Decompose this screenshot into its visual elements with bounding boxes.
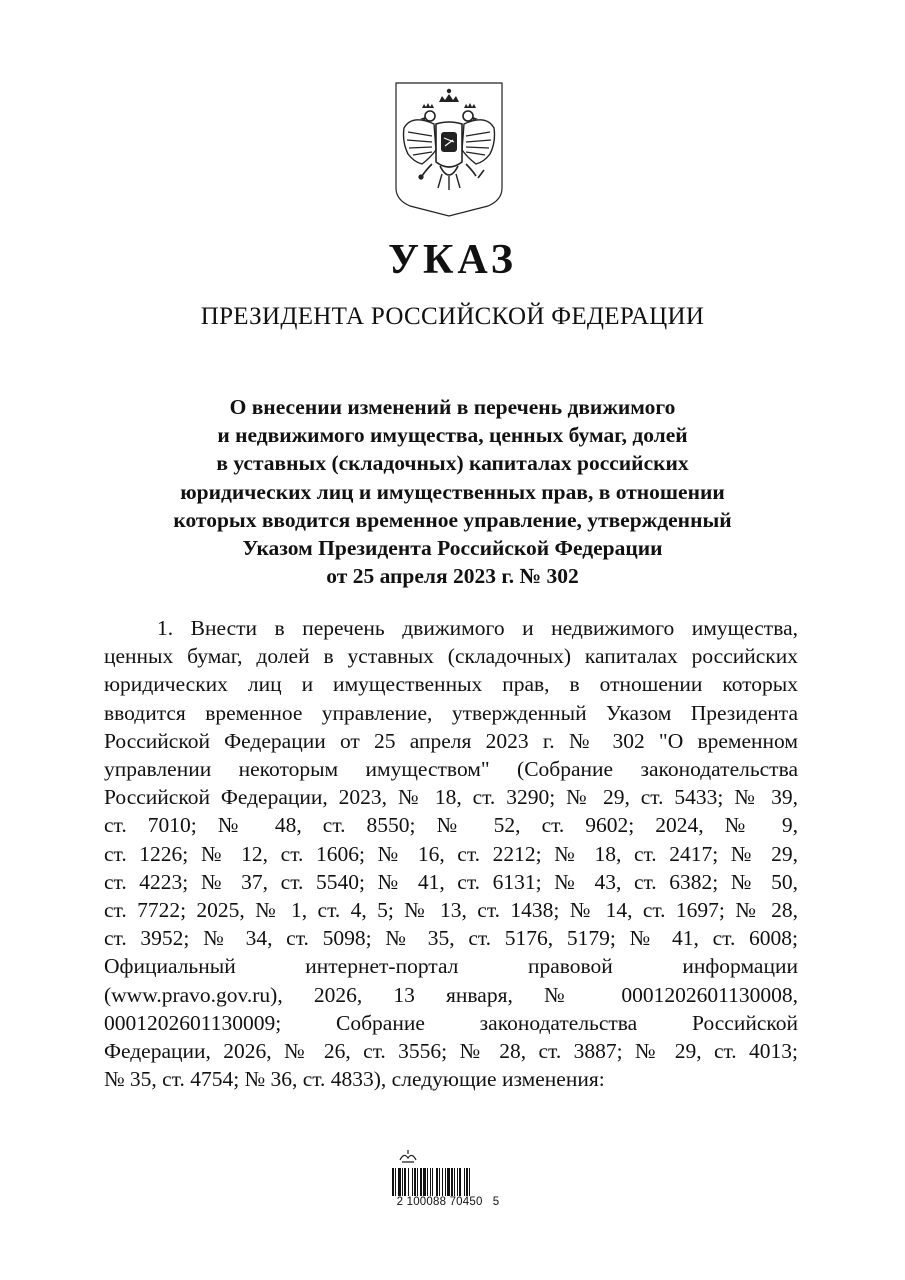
decree-heading-line: которых вводится временное управление, утвержденный [173, 507, 732, 532]
body-line: ст. 7010; № 48, ст. 8550; № 52, ст. 9602; 2024, № 9, [104, 813, 798, 838]
body-line: № 35, ст. 4754; № 36, ст. 4833), следующие изменения: [104, 1067, 605, 1092]
body-line: ст. 1226; № 12, ст. 1606; № 16, ст. 2212; № 18, ст. 2417; № 29, [104, 841, 798, 866]
decree-heading-line: в уставных (складочных) капиталах российских [216, 451, 689, 476]
decree-heading-line: О внесении изменений в перечень движимого [229, 395, 676, 419]
document-subtitle: ПРЕЗИДЕНТА РОССИЙСКОЙ ФЕДЕРАЦИИ [200, 303, 705, 330]
decree-heading-line: и недвижимого имущества, ценных бумаг, долей [217, 423, 688, 448]
body-line: (www.pravo.gov.ru), 2026, 13 января, № 0001202601130008, [104, 982, 798, 1007]
body-line: Федерации, 2026, № 26, ст. 3556; № 28, ст. 3887; № 29, ст. 4013; [104, 1039, 798, 1064]
body-line: ст. 7722; 2025, № 1, ст. 4, 5; № 13, ст. 1438; № 14, ст. 1697; № 28, [104, 898, 798, 923]
document-title: УКАЗ [388, 237, 517, 283]
decree-heading-line: юридических лиц и имущественных прав, в отношении [180, 479, 725, 504]
body-line: 1. Внести в перечень движимого и недвижимого имущества, [157, 616, 798, 640]
body-line: Российской Федерации от 25 апреля 2023 г. № 302 "О временном [104, 728, 798, 753]
body-line: ст. 4223; № 37, ст. 5540; № 41, ст. 6131; № 43, ст. 6382; № 50, [104, 869, 798, 894]
body-line: Официальный интернет-портал правовой информации [104, 954, 798, 979]
eagle-mark-icon [400, 1150, 416, 1162]
body-line: вводится временное управление, утвержденный Указом Президента [104, 700, 798, 725]
decree-heading-line: от 25 апреля 2023 г. № 302 [326, 564, 579, 589]
decree-body [104, 614, 798, 1093]
body-line: 0001202601130009; Собрание законодательства Российской [104, 1010, 798, 1035]
body-line: Российской Федерации, 2023, № 18, ст. 3290; № 29, ст. 5433; № 39, [104, 785, 798, 810]
body-line: ценных бумаг, долей в уставных (складочных) капиталах российских [104, 644, 798, 669]
body-line: ст. 3952; № 34, ст. 5098; № 35, ст. 5176, 5179; № 41, ст. 6008; [104, 926, 798, 951]
body-line: управлении некоторым имуществом" (Собрание законодательства [104, 757, 798, 782]
barcode-number: 2 100088 70450 5 [396, 1196, 500, 1208]
body-line: юридических лиц и имущественных прав, в отношении которых [104, 672, 798, 697]
decree-heading-line: Указом Президента Российской Федерации [242, 536, 663, 561]
coat-of-arms-icon [392, 80, 506, 218]
decree-heading [100, 393, 805, 590]
